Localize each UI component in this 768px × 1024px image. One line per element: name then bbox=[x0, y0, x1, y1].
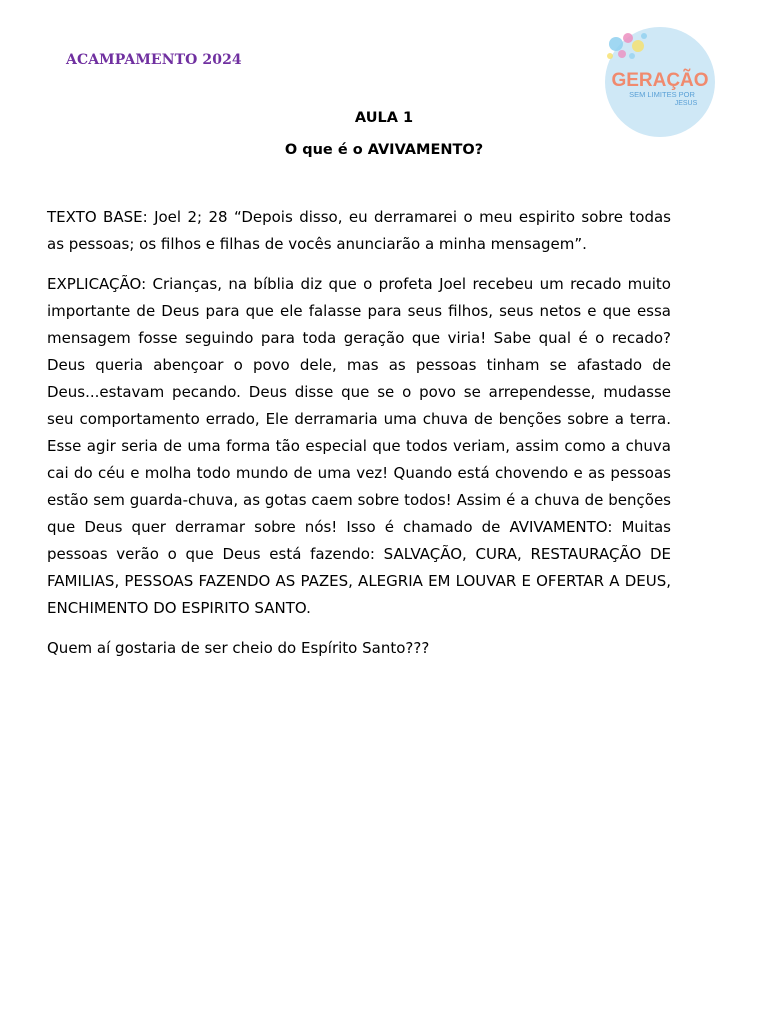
lesson-question: O que é o AVIVAMENTO? bbox=[284, 142, 484, 158]
lesson-body bbox=[47, 204, 671, 675]
base-text-paragraph: TEXTO BASE: Joel 2; 28 “Depois disso, eu derramarei o meu espirito sobre todas as pessoas; os filhos e filhas de vocês anunciarão a minha mensagem”. bbox=[47, 208, 671, 253]
closing-question: Quem aí gostaria de ser cheio do Espírito Santo??? bbox=[47, 639, 430, 657]
logo-tagline-2: JESUS bbox=[674, 100, 698, 107]
header-label: ACAMPAMENTO 2024 bbox=[66, 52, 242, 68]
lesson-title: AULA 1 bbox=[354, 110, 414, 126]
logo-tagline-1: SEM LIMITES POR bbox=[629, 90, 695, 99]
logo-title: GERAÇÃO bbox=[611, 70, 709, 91]
explanation-paragraph: EXPLICAÇÃO: Crianças, na bíblia diz que o profeta Joel recebeu um recado muito importante de Deus para que ele falasse para seus filhos, seus netos e que essa mensagem fosse seguindo para toda geração que viria! Sabe qual é o recado? Deus queria abençoar o povo dele, mas as pessoas tinham se afastado de Deus...estavam pecando. Deus disse que se o povo se arrependesse, mudasse seu comportamento errado, Ele derramaria uma chuva de benções sobre a terra. Esse agir seria de uma forma tão especial que todos veriam, assim como a chuva cai do céu e molha todo mundo de uma vez! Quando está chovendo e as pessoas estão sem guarda-chuva, as gotas caem sobre todos! Assim é a chuva de benções que Deus quer derramar sobre nós! Isso é chamado de AVIVAMENTO: Muitas pessoas verão o que Deus está fazendo: SALVAÇÃO, CURA, RESTAURAÇÃO DE FAMILIAS, PESSOAS FAZENDO AS PAZES, ALEGRIA EM LOUVAR E OFERTAR A DEUS, ENCHIMENTO DO ESPIRITO SANTO. bbox=[47, 275, 671, 617]
